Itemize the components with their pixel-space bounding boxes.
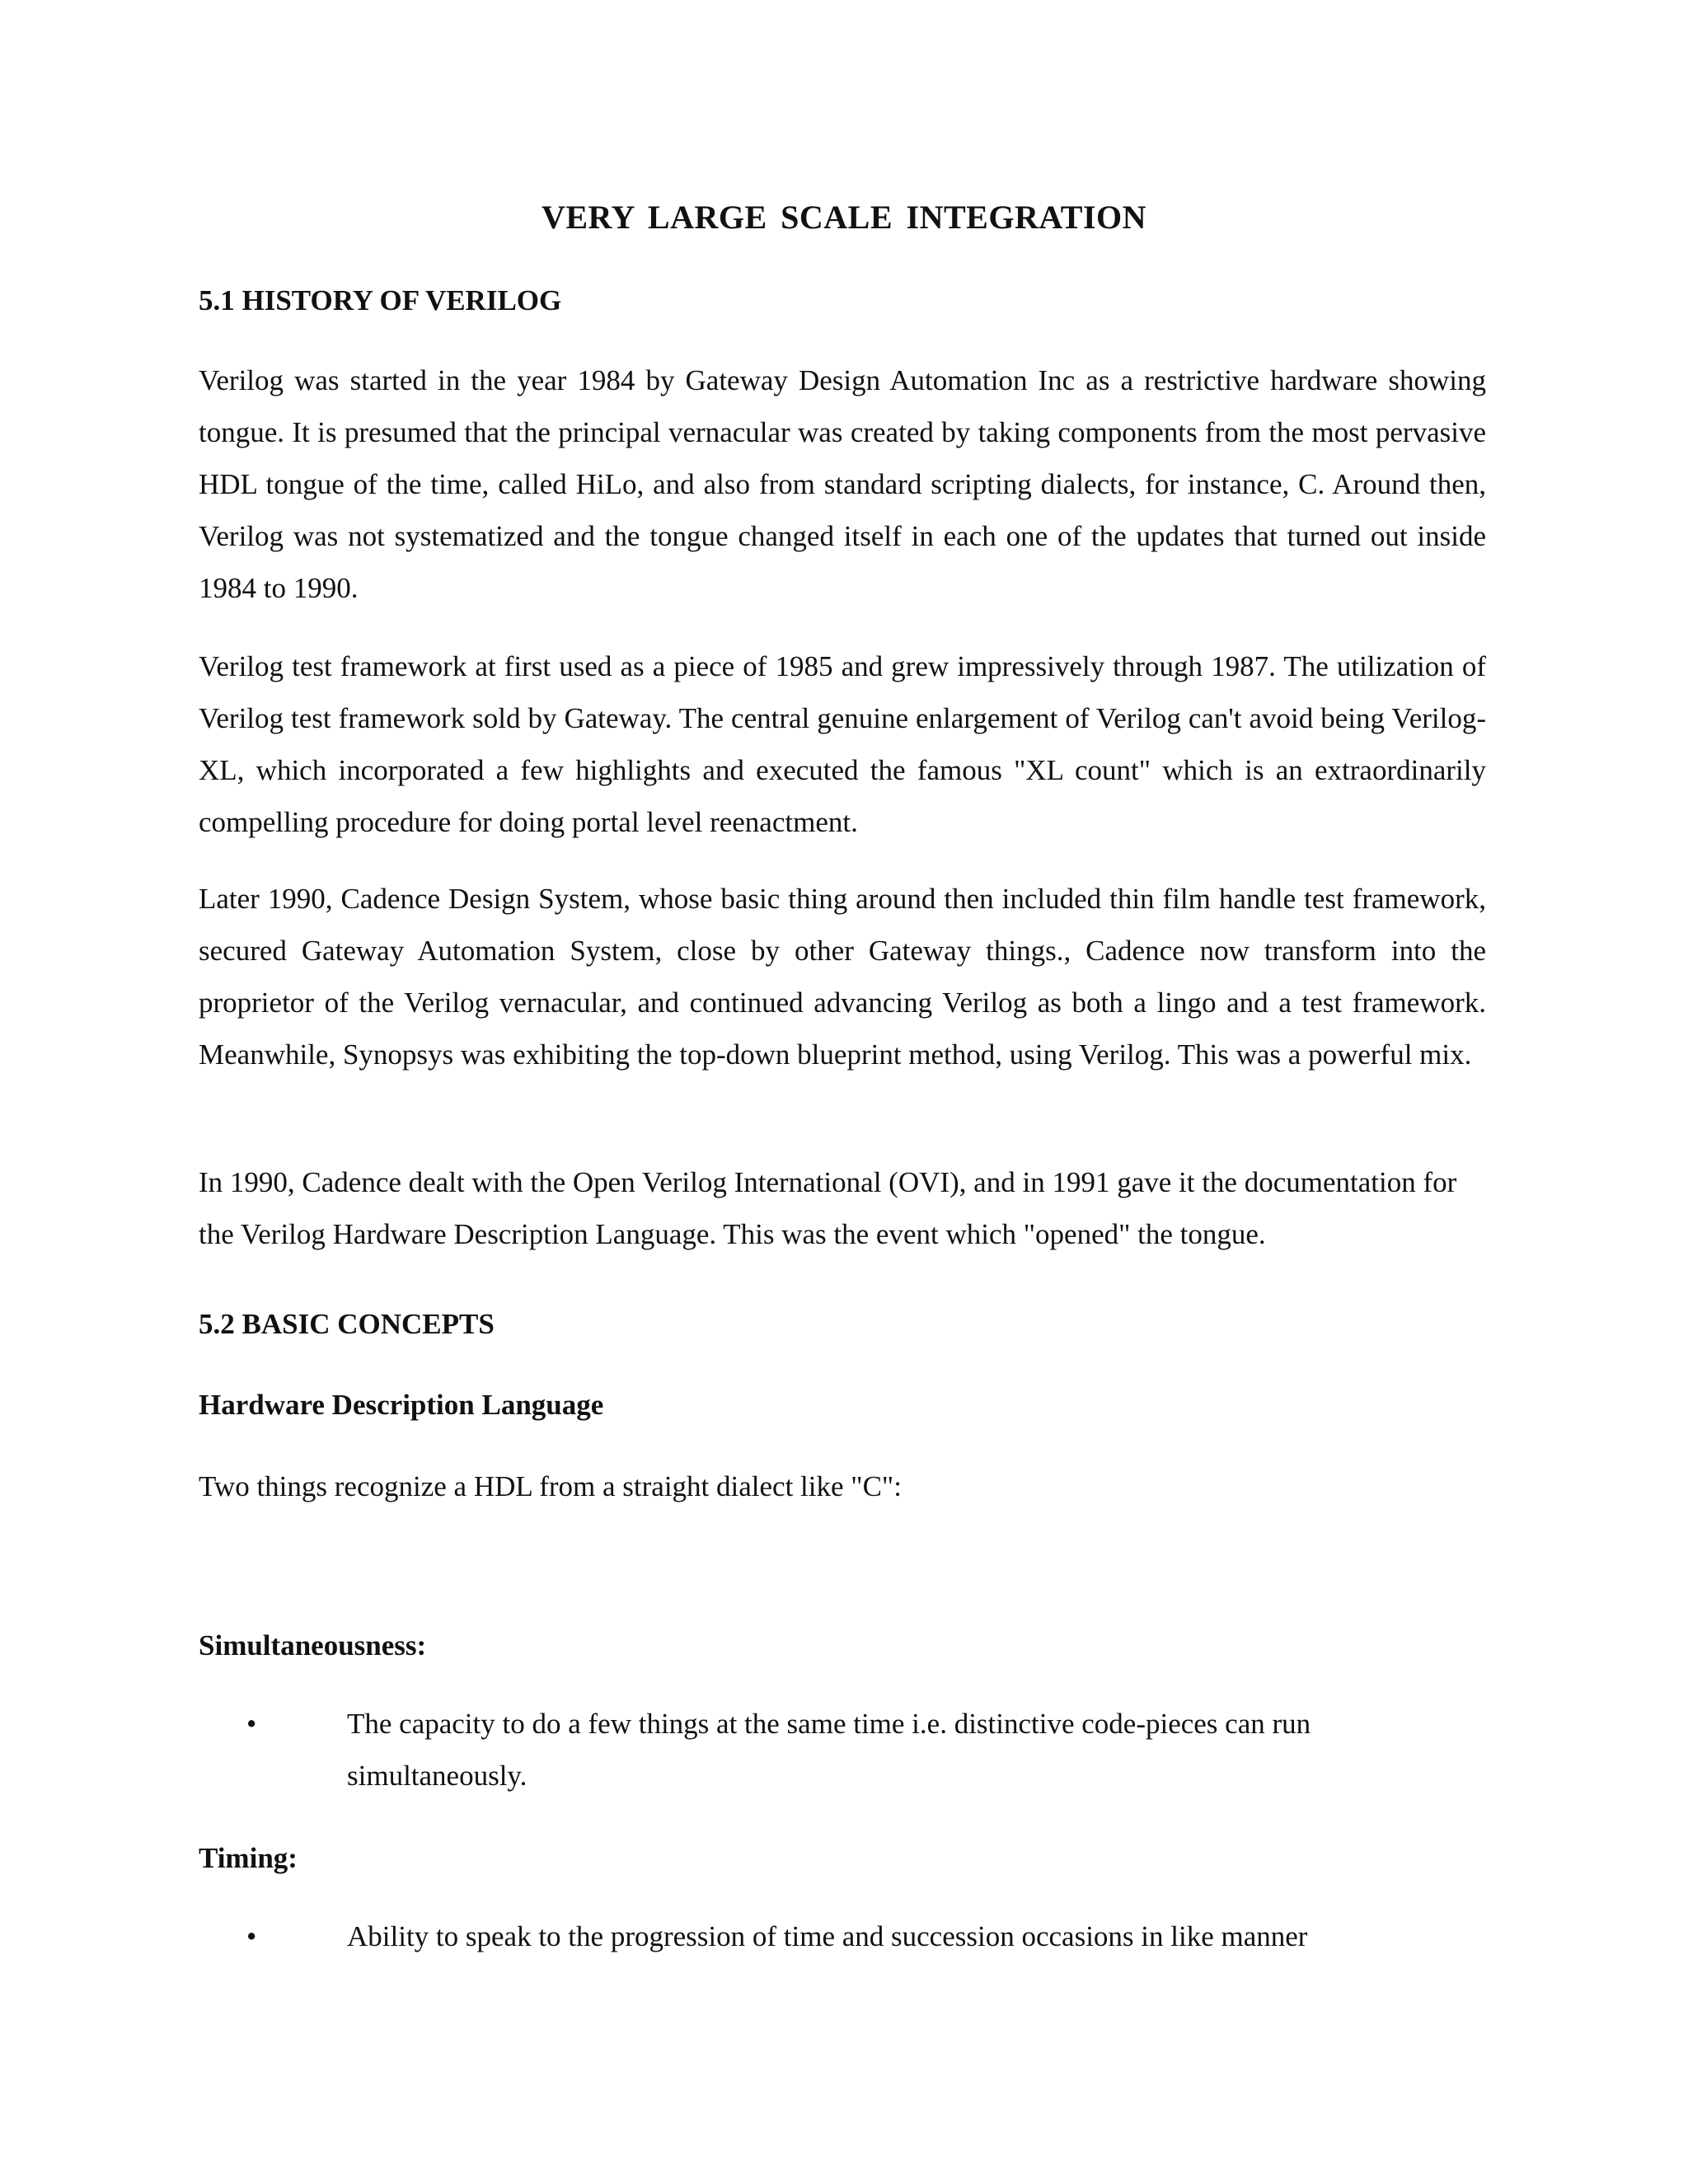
paragraph-history-2: Verilog test framework at first used as a piece of 1985 and grew impressively through 1987. The utilization of Verilog test framework sold by Gateway. The central genuine enlargement of Verilog can't avoid being Verilog-XL, which incorporated a few highlights and executed the famous "XL count" which is an extraordinarily compelling procedure for doing portal level reenactment. xyxy=(199,650,1486,838)
subheading-hdl: Hardware Description Language xyxy=(199,1389,604,1421)
label-simultaneousness: Simultaneousness: xyxy=(199,1629,427,1661)
document-title: VERY LARGE SCALE INTEGRATION xyxy=(541,199,1147,236)
paragraph-history-4: In 1990, Cadence dealt with the Open Verilog International (OVI), and in 1991 gave it the documentation for the Verilog Hardware Description Language. This was the event which "opened" the tongue. xyxy=(199,1166,1457,1250)
bullet-icon: • xyxy=(246,1920,257,1952)
section-heading-basic-concepts: 5.2 BASIC CONCEPTS xyxy=(199,1308,495,1340)
bullet-text-simultaneousness: The capacity to do a few things at the same time i.e. distinctive code-pieces can run simultaneously. xyxy=(347,1708,1311,1792)
bullet-icon: • xyxy=(246,1708,257,1740)
paragraph-history-1: Verilog was started in the year 1984 by Gateway Design Automation Inc as a restrictive hardware showing tongue. It is presumed that the principal vernacular was created by taking components from the most pervasive HDL tongue of the time, called HiLo, and also from standard scripting dialects, for instance, C. Around then, Verilog was not systematized and the tongue changed itself in each one of the updates that turned out inside 1984 to 1990. xyxy=(199,364,1486,604)
bullet-text-timing: Ability to speak to the progression of time and succession occasions in like manner xyxy=(347,1920,1308,1952)
label-timing: Timing: xyxy=(199,1842,298,1874)
paragraph-history-3: Later 1990, Cadence Design System, whose basic thing around then included thin film handle test framework, secured Gateway Automation System, close by other Gateway things., Cadence now transform into the proprietor of the Verilog vernacular, and continued advancing Verilog as both a lingo and a test framework. Meanwhile, Synopsys was exhibiting the top-down blueprint method, using Verilog. This was a powerful mix. xyxy=(199,883,1486,1071)
paragraph-hdl-intro: Two things recognize a HDL from a straight dialect like "C": xyxy=(199,1470,902,1502)
section-heading-history: 5.1 HISTORY OF VERILOG xyxy=(199,284,562,316)
